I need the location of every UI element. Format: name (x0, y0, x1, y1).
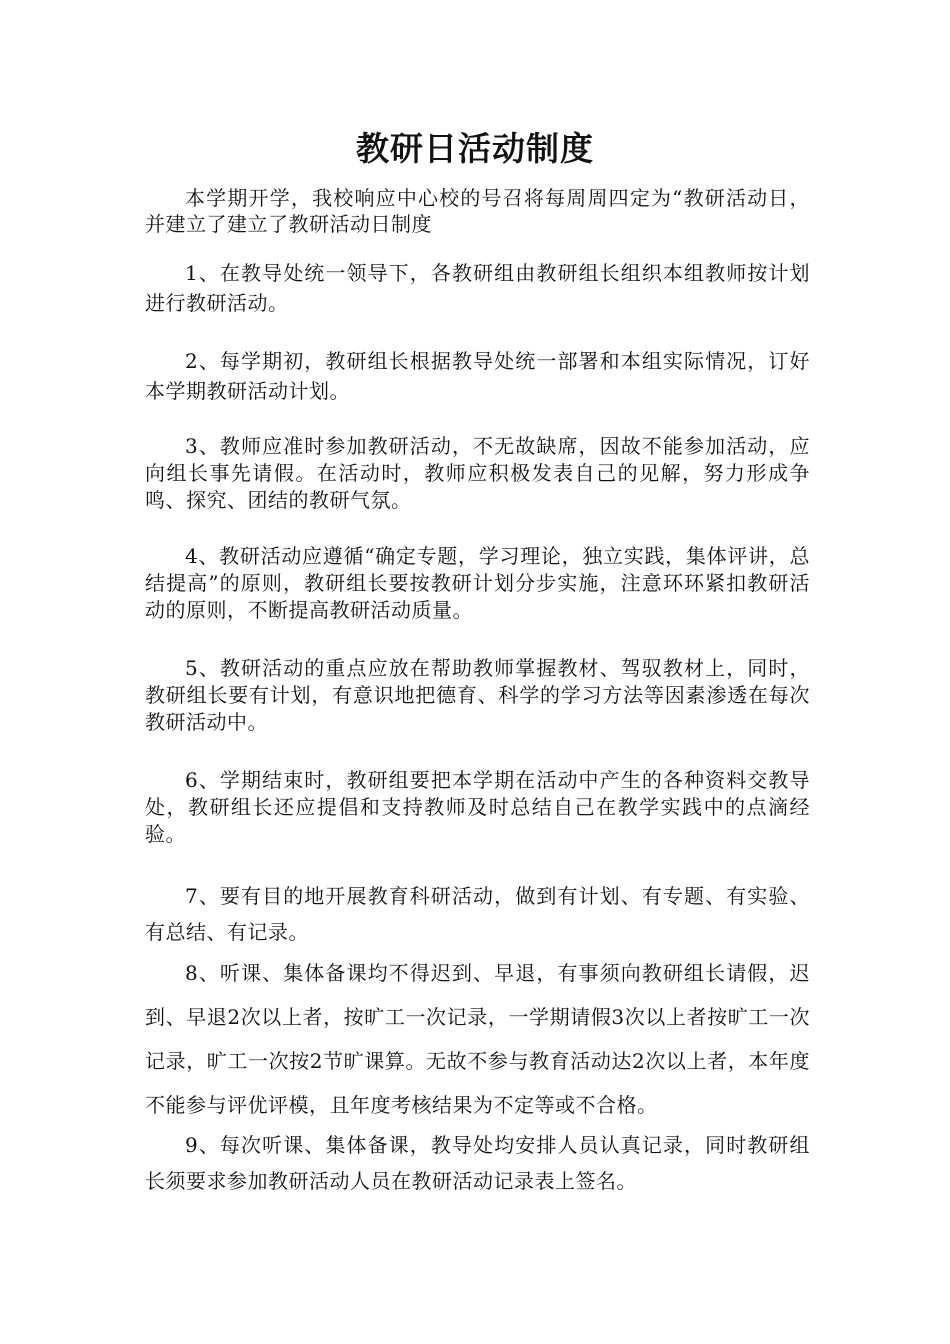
page-title: 教研日活动制度 (356, 129, 594, 168)
rule-item-8: 8、听课、集体备课均不得迟到、早退，有事须向教研组长请假，迟到、早退2次以上者，按旷工一次记录，一学期请假3次以上者按旷工一次记录，旷工一次按2节旷课算。无故不参与教育活动达2次以上者，本年度不能参与评优评模，且年度考核结果为不定等或不合格。 (145, 961, 810, 1117)
rule-item-3: 3、教师应准时参加教研活动，不无故缺席，因故不能参加活动，应向组长事先请假。在活动时，教师应积极发表自己的见解，努力形成争鸣、探究、团结的教研气氛。 (145, 434, 810, 512)
rule-item-1: 1、在教导处统一领导下，各教研组由教研组长组织本组教师按计划进行教研活动。 (145, 261, 810, 315)
rule-item-6: 6、学期结束时，教研组要把本学期在活动中产生的各种资料交教导处，教研组长还应提倡和支持教师及时总结自己在教学实践中的点滴经验。 (145, 768, 810, 846)
intro-paragraph: 本学期开学，我校响应中心校的号召将每周周四定为“教研活动日，并建立了建立了教研活动日制度 (145, 186, 810, 236)
rule-item-4: 4、教研活动应遵循“确定专题，学习理论，独立实践，集体评讲，总结提高”的原则，教研组长要按教研计划分步实施，注意环环紧扣教研活动的原则，不断提高教研活动质量。 (145, 544, 810, 622)
rule-item-2: 2、每学期初，教研组长根据教导处统一部署和本组实际情况，订好本学期教研活动计划。 (145, 349, 810, 403)
rule-item-5: 5、教研活动的重点应放在帮助教师掌握教材、驾驭教材上，同时，教研组长要有计划，有意识地把德育、科学的学习方法等因素渗透在每次教研活动中。 (145, 656, 810, 734)
rule-item-7: 7、要有目的地开展教育科研活动，做到有计划、有专题、有实验、有总结、有记录。 (145, 884, 810, 944)
rule-item-9: 9、每次听课、集体备课，教导处均安排人员认真记录，同时教研组长须要求参加教研活动人员在教研活动记录表上签名。 (145, 1133, 810, 1193)
